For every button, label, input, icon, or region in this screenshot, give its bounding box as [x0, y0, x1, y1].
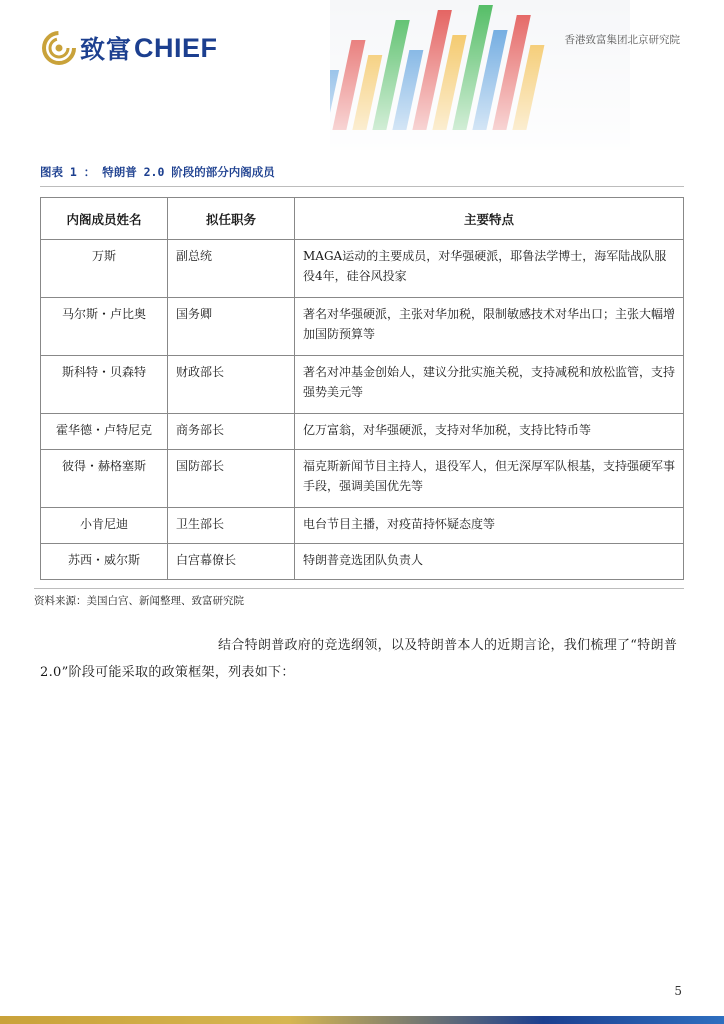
decorative-bar-chart-graphic [330, 0, 630, 150]
member-role: 商务部长 [168, 414, 295, 450]
member-description: 特朗普竞选团队负责人 [295, 544, 684, 580]
column-header-name: 内阁成员姓名 [41, 198, 168, 240]
member-name: 万斯 [41, 240, 168, 298]
member-name: 霍华德・卢特尼克 [41, 414, 168, 450]
member-description: 福克斯新闻节目主持人，退役军人，但无深厚军队根基，支持强硬军事手段，强调美国优先等 [295, 450, 684, 508]
column-header-features: 主要特点 [295, 198, 684, 240]
chief-logo-icon [42, 31, 76, 65]
member-name: 小肯尼迪 [41, 508, 168, 544]
table-header-row [41, 198, 684, 240]
member-name: 马尔斯・卢比奥 [41, 298, 168, 356]
page-number: 5 [674, 984, 682, 998]
member-role: 副总统 [168, 240, 295, 298]
member-role: 白宫幕僚长 [168, 544, 295, 580]
footer-color-bar [0, 1016, 724, 1024]
table-row [41, 414, 684, 450]
figure-title: 图表 1 ： 特朗普 2.0 阶段的部分内阁成员 [40, 165, 275, 179]
table-row [41, 544, 684, 580]
source-divider [34, 588, 684, 589]
figure-title-divider [40, 186, 684, 187]
cabinet-members-table [40, 197, 684, 580]
member-role: 卫生部长 [168, 508, 295, 544]
table-row [41, 356, 684, 414]
member-description: MAGA运动的主要成员，对华强硬派，耶鲁法学博士，海军陆战队服役4年，硅谷风投家 [295, 240, 684, 298]
member-role: 国务卿 [168, 298, 295, 356]
member-role: 财政部长 [168, 356, 295, 414]
column-header-role: 拟任职务 [168, 198, 295, 240]
member-role: 国防部长 [168, 450, 295, 508]
logo-chinese-text: 致富 [80, 35, 133, 64]
source-note: 资料来源：美国白宫、新闻整理、致富研究院 [34, 595, 244, 607]
table-row [41, 240, 684, 298]
member-description: 著名对华强硬派，主张对华加税，限制敏感技术对华出口；主张大幅增加国防预算等 [295, 298, 684, 356]
body-paragraph: 结合特朗普政府的竞选纲领，以及特朗普本人的近期言论，我们梳理了“特朗普 2.0”阶段可能采取的政策框架，列表如下： [40, 638, 678, 680]
table-row [41, 298, 684, 356]
institute-name: 香港致富集团北京研究院 [564, 34, 680, 46]
member-name: 斯科特・贝森特 [41, 356, 168, 414]
table-row [41, 508, 684, 544]
member-name: 彼得・赫格塞斯 [41, 450, 168, 508]
member-description: 亿万富翁，对华强硬派，支持对华加税，支持比特币等 [295, 414, 684, 450]
page-header [0, 0, 724, 150]
member-description: 著名对冲基金创始人，建议分批实施关税，支持减税和放松监管，支持强势美元等 [295, 356, 684, 414]
table-row [41, 450, 684, 508]
member-description: 电台节目主播，对疫苗持怀疑态度等 [295, 508, 684, 544]
company-logo [42, 28, 218, 68]
logo-english-text: CHIEF [134, 32, 218, 63]
member-name: 苏西・威尔斯 [41, 544, 168, 580]
